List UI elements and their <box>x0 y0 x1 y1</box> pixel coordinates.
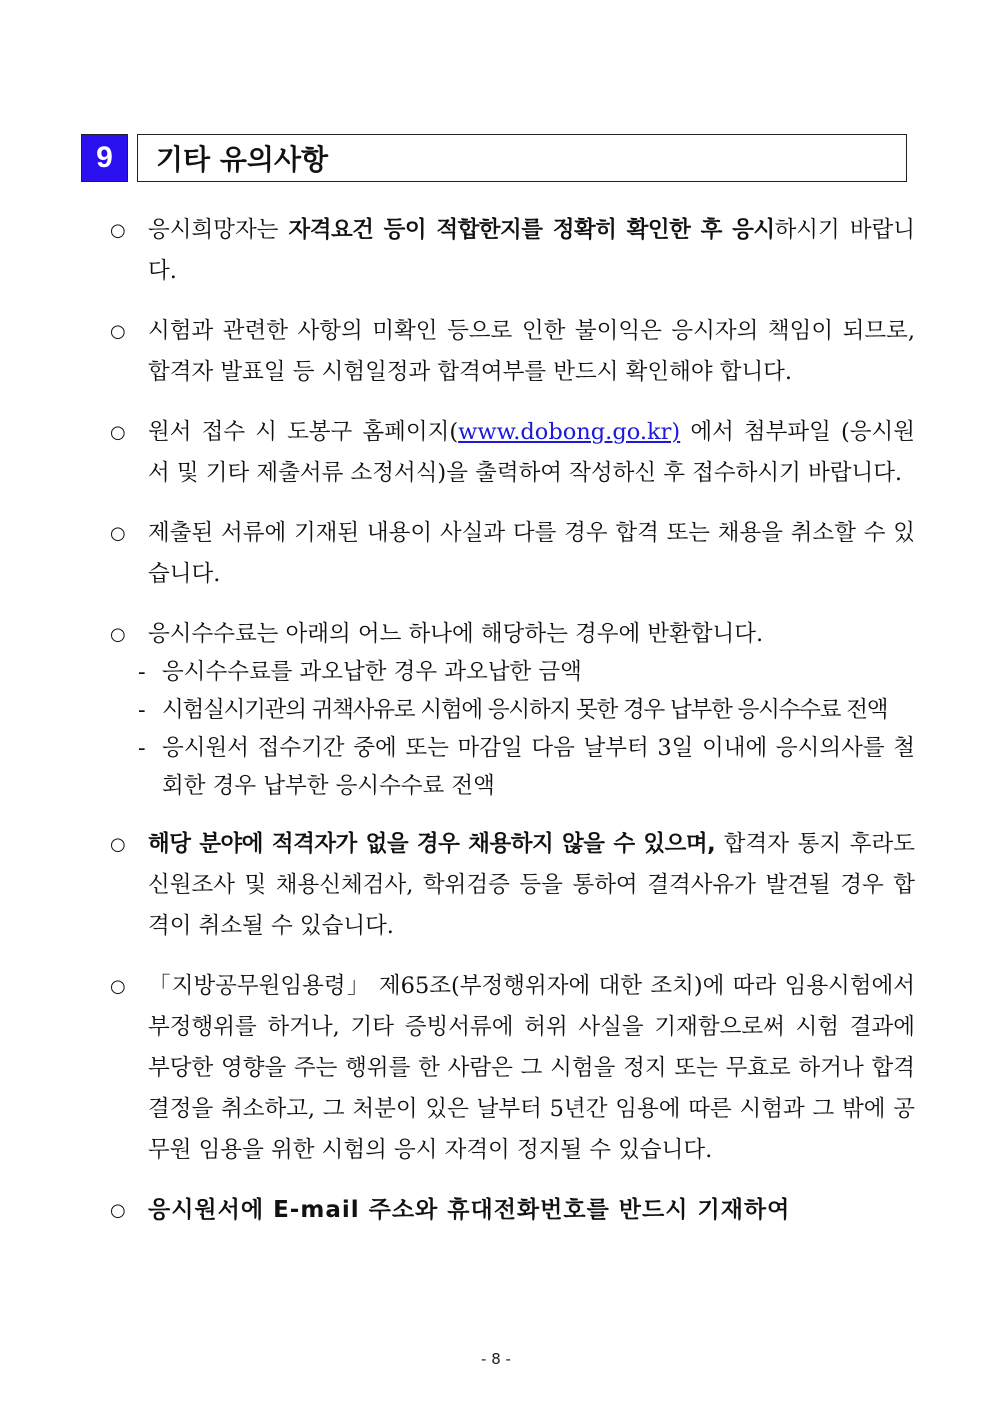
homepage-link[interactable]: www.dobong.go.kr) <box>458 419 681 445</box>
notice-item-6: ○ 해당 분야에 적격자가 없을 경우 채용하지 않을 수 있으며, 합격자 통지 후라도 신원조사 및 채용신체검사, 학위검증 등을 통하여 결격사유가 발견될 경우 합격이 취소될 수 있습니다. <box>110 824 915 947</box>
section-title: 기타 유의사항 <box>137 134 907 182</box>
section-heading <box>81 134 908 182</box>
emphasis-text: 응시원서에 E-mail 주소와 휴대전화번호를 반드시 기재하여 <box>148 1197 791 1223</box>
bullet-circle-icon: ○ <box>110 834 126 855</box>
bullet-circle-icon: ○ <box>110 523 126 544</box>
dash-marker: - <box>138 659 146 685</box>
bullet-circle-icon: ○ <box>110 321 126 342</box>
dash-marker: - <box>138 735 146 761</box>
refund-condition: - 시험실시기관의 귀책사유로 시험에 응시하지 못한 경우 납부한 응시수수료 전액 <box>110 691 915 729</box>
bullet-circle-icon: ○ <box>110 422 126 443</box>
bullet-circle-icon: ○ <box>110 220 126 241</box>
notice-item-8 <box>110 1190 915 1231</box>
notice-item-5: ○ 응시수수료는 아래의 어느 하나에 해당하는 경우에 반환합니다. - 응시수수료를 과오납한 경우 과오납한 금액 - 시험실시기관의 귀책사유로 시험에 응시하지 못한 경우 납부한 응시수수료 전액 - 응시원서 접수기간 중에 또는 마감일 다음 날부터 3일 이내에 응시의사를 철회한 경우 납부한 응시수수료 전액 <box>110 614 915 805</box>
section-number-badge: 9 <box>81 134 128 182</box>
notice-item-4: ○ 제출된 서류에 기재된 내용이 사실과 다를 경우 합격 또는 채용을 취소할 수 있습니다. <box>110 513 915 595</box>
dash-marker: - <box>138 697 146 723</box>
notice-list <box>110 210 915 1250</box>
notice-item-2: ○ 시험과 관련한 사항의 미확인 등으로 인한 불이익은 응시자의 책임이 되므로, 합격자 발표일 등 시험일정과 합격여부를 반드시 확인해야 합니다. <box>110 311 915 393</box>
notice-item-3: ○ 원서 접수 시 도봉구 홈페이지(www.dobong.go.kr) 에서 첨부파일 (응시원서 및 기타 제출서류 소정서식)을 출력하여 작성하신 후 접수하시기 바랍니다. <box>110 412 915 494</box>
bullet-circle-icon: ○ <box>110 1200 126 1221</box>
notice-item-1: ○ 응시희망자는 자격요건 등이 적합한지를 정확히 확인한 후 응시하시기 바랍니다. <box>110 210 915 292</box>
refund-condition: - 응시수수료를 과오납한 경우 과오납한 금액 <box>110 653 915 691</box>
emphasis-text: 자격요건 등이 적합한지를 정확히 확인한 후 응시 <box>288 217 775 243</box>
bullet-circle-icon: ○ <box>110 976 126 997</box>
page-number: - 8 - <box>481 1350 511 1368</box>
refund-condition: - 응시원서 접수기간 중에 또는 마감일 다음 날부터 3일 이내에 응시의사를 철회한 경우 납부한 응시수수료 전액 <box>110 729 915 805</box>
emphasis-text: 해당 분야에 적격자가 없을 경우 채용하지 않을 수 있으며, <box>148 831 716 857</box>
bullet-circle-icon: ○ <box>110 624 126 645</box>
notice-item-7: ○ 「지방공무원임용령」 제65조(부정행위자에 대한 조치)에 따라 임용시험에서 부정행위를 하거나, 기타 증빙서류에 허위 사실을 기재함으로써 시험 결과에 부당한 영향을 주는 행위를 한 사람은 그 시험을 정지 또는 무효로 하거나 합격 결정을 취소하고, 그 처분이 있은 날부터 5년간 임용에 따른 시험과 그 밖에 공무원 임용을 위한 시험의 응시 자격이 정지될 수 있습니다. <box>110 966 915 1171</box>
refund-conditions <box>138 653 915 805</box>
